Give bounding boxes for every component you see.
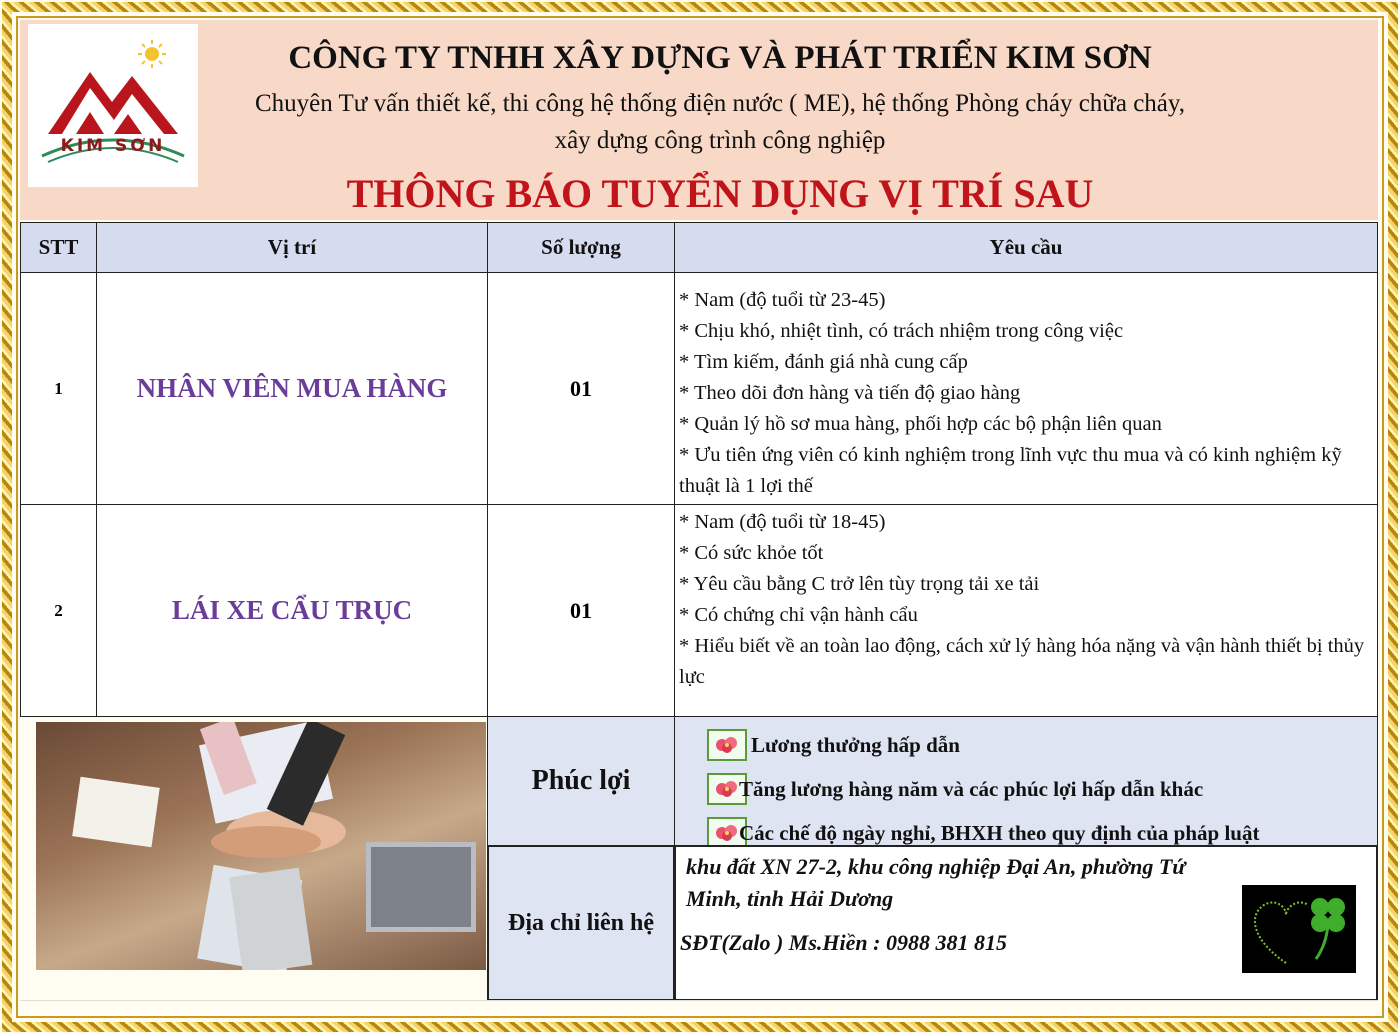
row1-stt: 1 [20, 272, 97, 505]
company-name: CÔNG TY TNHH XÂY DỰNG VÀ PHÁT TRIỂN KIM SƠN [288, 40, 1152, 76]
contact-label: Địa chỉ liên hệ [487, 845, 675, 1001]
requirement-item: * Hiểu biết về an toàn lao động, cách xử lý hàng hóa nặng và vận hành thiết bị thủy lực [679, 635, 1365, 688]
requirement-item: * Nam (độ tuổi từ 18-45) [679, 511, 886, 533]
contact-address: khu đất XN 27-2, khu công nghiệp Đại An, phường Tứ Minh, tỉnh Hải Dương [686, 854, 1186, 911]
benefits-label: Phúc lợi [487, 716, 675, 846]
col-header-quantity: Số lượng [487, 222, 675, 273]
flower-icon [707, 729, 747, 761]
row1-position: NHÂN VIÊN MUA HÀNG [96, 272, 488, 505]
clover-heart-image [1242, 885, 1356, 973]
recruitment-headline: THÔNG BÁO TUYỂN DỤNG VỊ TRÍ SAU [346, 171, 1094, 216]
row1-quantity: 01 [487, 272, 675, 505]
requirement-item: * Có sức khỏe tốt [679, 542, 824, 564]
requirement-item: * Tìm kiếm, đánh giá nhà cung cấp [679, 351, 968, 373]
benefit-text: Tăng lương hàng năm và các phúc lợi hấp dẫn khác [739, 776, 1204, 801]
logo-text: KIM SƠN [60, 136, 166, 156]
col-header-stt: STT [20, 222, 97, 273]
benefits-list [674, 716, 1378, 846]
benefit-text: Lương thưởng hấp dẫn [751, 732, 960, 757]
benefit-item [675, 767, 1377, 811]
requirement-item: * Chịu khó, nhiệt tình, có trách nhiệm trong công việc [679, 320, 1124, 342]
teamwork-photo [36, 722, 486, 970]
header [20, 20, 1378, 220]
contact-phone: SĐT(Zalo ) Ms.Hiền : 0988 381 815 [680, 930, 1007, 955]
row2-position: LÁI XE CẨU TRỤC [96, 504, 488, 717]
col-header-requirements: Yêu cầu [674, 222, 1378, 273]
requirement-item: * Có chứng chỉ vận hành cẩu [679, 604, 918, 626]
requirement-item: * Yêu cầu bằng C trở lên tùy trọng tải xe tải [679, 573, 1040, 595]
company-logo [28, 24, 198, 187]
company-tagline-line1: Chuyên Tư vấn thiết kế, thi công hệ thống điện nước ( ME), hệ thống Phòng cháy chữa cháy, [254, 90, 1186, 117]
logo-mark-icon [28, 24, 198, 187]
company-tagline-line2: xây dựng công trình công nghiệp [554, 127, 886, 154]
row2-stt: 2 [20, 504, 97, 717]
contact-info [674, 845, 1378, 1001]
benefit-text: Các chế độ ngày nghỉ, BHXH theo quy định của pháp luật [739, 820, 1260, 845]
requirement-item: * Nam (độ tuổi từ 23-45) [679, 289, 886, 311]
requirement-item: * Theo dõi đơn hàng và tiến độ giao hàng [679, 382, 1021, 404]
requirement-item: * Ưu tiên ứng viên có kinh nghiệm trong lĩnh vực thu mua và có kinh nghiệm kỹ thuật là 1 lợi thế [679, 444, 1342, 497]
row1-requirements [674, 272, 1378, 505]
benefit-item [675, 723, 1377, 767]
row2-requirements [674, 504, 1378, 717]
row2-quantity: 01 [487, 504, 675, 717]
col-header-position: Vị trí [96, 222, 488, 273]
divider [20, 1000, 1378, 1001]
requirement-item: * Quản lý hồ sơ mua hàng, phối hợp các bộ phận liên quan [679, 413, 1162, 435]
